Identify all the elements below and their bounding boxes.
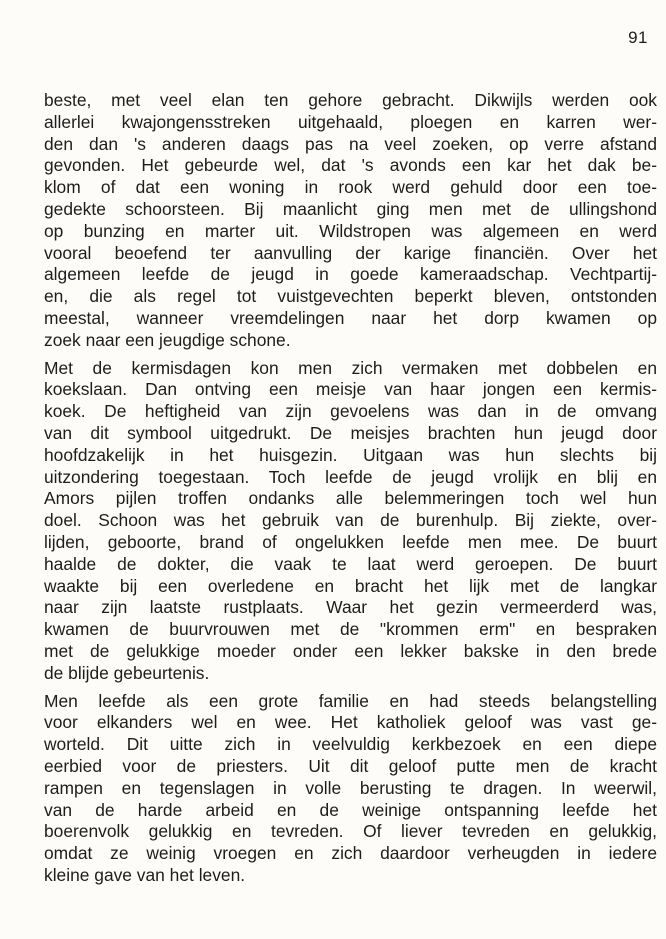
text-line: gedekte schoorsteen. Bij maanlicht ging men met de ullingshond [44, 198, 657, 219]
text-line: op bunzing en marter uit. Wildstropen was algemeen en werd [44, 220, 657, 241]
paragraph [44, 358, 657, 685]
text-line: den dan 's anderen daags pas na veel zoeken, op verre afstand [44, 133, 657, 154]
text-line: koek. De heftigheid van zijn gevoelens was dan in de omvang [44, 401, 657, 422]
text-line: en, die als regel tot vuistgevechten beperkt bleven, ontstonden [44, 286, 657, 307]
text-line: kwamen de buurvrouwen met de "krommen erm" en bespraken [44, 619, 657, 640]
text-line: waakte bij een overledene en bracht het lijk met de langkar [44, 575, 657, 596]
text-line: uitzondering toegestaan. Toch leefde de jeugd vrolijk en blij en [44, 466, 657, 487]
text-line: beste, met veel elan ten gehore gebracht. Dikwijls werden ook [44, 90, 657, 110]
text-line: de blijde gebeurtenis. [44, 662, 210, 683]
text-line: klom of dat een woning in rook werd gehuld door een toe- [44, 177, 657, 198]
text-line: Amors pijlen troffen ondanks alle belemmeringen toch wel hun [44, 488, 657, 509]
text-line: rampen en tegenslagen in volle berusting te dragen. In weerwil, [44, 777, 657, 798]
text-line: voor elkanders wel en wee. Het katholiek geloof was vast ge- [44, 712, 657, 733]
text-line: eerbied voor de priesters. Uit dit geloof putte men de kracht [44, 755, 657, 776]
text-line: naar zijn laatste rustplaats. Waar het gezin vermeerderd was, [44, 597, 657, 618]
text-line: meestal, wanneer vreemdelingen naar het dorp kwamen op [44, 307, 657, 328]
paragraph [44, 90, 657, 352]
text-line: algemeen leefde de jeugd in goede kameraadschap. Vechtpartij- [44, 264, 657, 285]
text-line: gevonden. Het gebeurde wel, dat 's avonds een kar het dak be- [44, 155, 657, 176]
text-line: haalde de dokter, die vaak te laat werd geroepen. De buurt [44, 553, 657, 574]
text-line: boerenvolk gelukkig en tevreden. Of liever tevreden en gelukkig, [44, 821, 657, 842]
text-line: met de gelukkige moeder onder een lekker bakske in den brede [44, 640, 657, 661]
text-line: Men leefde als een grote familie en had steeds belangstelling [44, 690, 657, 711]
text-line: kleine gave van het leven. [44, 864, 246, 885]
text-line: lijden, geboorte, brand of ongelukken leefde men mee. De buurt [44, 531, 657, 552]
text-line: allerlei kwajongensstreken uitgehaald, ploegen en karren wer- [44, 111, 657, 132]
text-line: doel. Schoon was het gebruik van de burenhulp. Bij ziekte, over- [44, 510, 657, 531]
text-line: van dit symbool uitgedrukt. De meisjes brachten hun jeugd door [44, 422, 657, 443]
text-line: koekslaan. Dan ontving een meisje van haar jongen een kermis- [44, 379, 657, 400]
page-number: 91 [628, 28, 648, 47]
text-line: van de harde arbeid en de weinige ontspanning leefde het [44, 799, 657, 820]
paragraph [44, 691, 657, 887]
body-text [44, 90, 657, 893]
text-line: worteld. Dit uitte zich in veelvuldig kerkbezoek en een diepe [44, 734, 657, 755]
text-line: zoek naar een jeugdige schone. [44, 329, 291, 350]
text-line: omdat ze weinig vroegen en zich daardoor verheugden in iedere [44, 843, 657, 864]
text-line: Met de kermisdagen kon men zich vermaken met dobbelen en [44, 357, 657, 378]
text-line: vooral beoefend ter aanvulling der karige financiën. Over het [44, 242, 657, 263]
text-line: hoofdzakelijk in het huisgezin. Uitgaan was hun slechts bij [44, 444, 657, 465]
